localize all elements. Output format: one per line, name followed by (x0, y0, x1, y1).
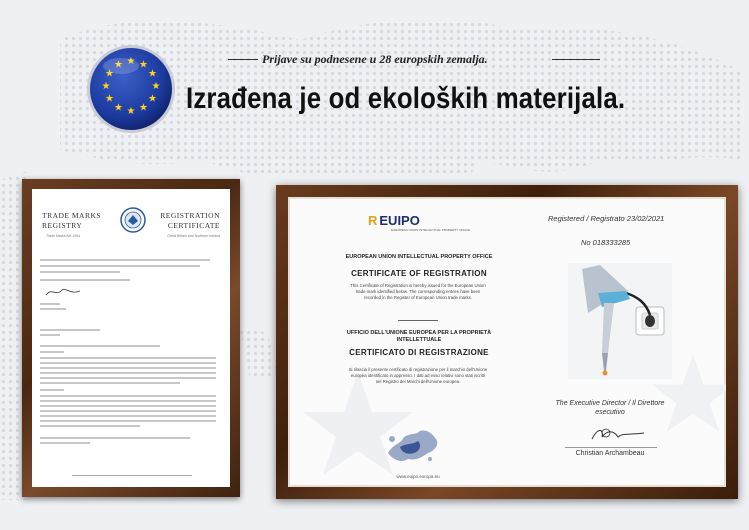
registration-date: Registered / Registrato 23/02/2021 (548, 214, 665, 223)
svg-text:★: ★ (151, 81, 161, 92)
text-line (40, 271, 120, 273)
text-line (40, 308, 66, 310)
certificate-body-it: Si rilascia il presente certificato di registrazione per il marchio dell'Unione europea identificato in appresso. I dati ad esso relativi sono stati iscritti nel Registro dei Marchi dell'Unione europea. (348, 367, 488, 384)
subtitle-line-right (552, 59, 600, 60)
eu-flag-icon (86, 44, 176, 134)
text-line (40, 425, 140, 427)
text-line (40, 259, 210, 261)
text-line (40, 265, 200, 267)
text-line (40, 357, 216, 359)
text-line (40, 377, 216, 379)
certificate-title-en: CERTIFICATE OF REGISTRATION (351, 269, 487, 278)
text-line (40, 382, 180, 384)
text-line (40, 367, 216, 369)
text-line (40, 345, 160, 347)
svg-text:★: ★ (105, 93, 114, 105)
svg-text:★: ★ (126, 56, 136, 67)
svg-text:★: ★ (105, 68, 114, 80)
text-line (40, 420, 216, 422)
registration-certificate-heading: REGISTRATION CERTIFICATE (160, 211, 220, 230)
euipo-logo-sub: EUROPEAN UNION INTELLECTUAL PROPERTY OFFICE (391, 228, 471, 232)
certificate-title-it: CERTIFICATO DI REGISTRAZIONE (349, 348, 489, 357)
text-line (40, 442, 90, 444)
svg-text:★: ★ (126, 106, 136, 117)
registrar-signature-icon (44, 285, 84, 299)
text-line (40, 329, 100, 331)
svg-text:★: ★ (101, 81, 111, 92)
euipo-logo-mark-icon: R (368, 213, 378, 228)
headline: Izrađena je od ekoloških materijala. (186, 82, 626, 115)
eu-map-icon (380, 423, 450, 467)
text-line (40, 334, 60, 336)
text-line (40, 415, 216, 417)
tm-registry-heading: TRADE MARKS REGISTRY (42, 211, 102, 230)
euipo-logo-text: EUIPO (379, 213, 420, 228)
office-name-it: UFFICIO DELL'UNIONE EUROPEA PER LA PROPRIETÀ INTELLETTUALE (346, 330, 492, 343)
text-line (40, 351, 64, 353)
svg-text:★: ★ (139, 59, 148, 71)
certificate-body-en: This Certificate of Registration is hereby issued for the European Union trade mark identified below. The corresponding entries have been recorded in the Register of European Union trade marks. (350, 283, 486, 300)
uk-certificate-frame (22, 179, 240, 497)
signature-line (565, 447, 657, 448)
signer-name: Christian Archambeau (575, 450, 645, 457)
text-line (40, 279, 130, 281)
text-line (40, 405, 216, 407)
euipo-website: www.euipo.europa.eu (396, 474, 440, 479)
euipo-logo (368, 213, 420, 228)
director-signature-icon (588, 423, 648, 445)
footer-line (72, 475, 192, 476)
svg-text:★: ★ (114, 102, 123, 114)
text-line (40, 400, 216, 402)
gb-label: Great Britain and Northern Ireland (167, 234, 220, 238)
subtitle: Prijave su podnesene u 28 europskih zemalja. (262, 52, 488, 66)
text-line (40, 303, 60, 305)
ipo-seal-icon (120, 207, 146, 233)
text-line (40, 389, 64, 391)
text-line (40, 437, 190, 439)
euipo-certificate-paper (288, 197, 726, 487)
subtitle-line-left (228, 59, 258, 60)
svg-text:★: ★ (114, 59, 123, 71)
svg-text:★: ★ (139, 102, 148, 114)
text-line (40, 362, 216, 364)
divider (398, 320, 438, 321)
tm-act-label: Trade Marks Act 1994 (46, 234, 81, 238)
executive-director-label: The Executive Director / Il Direttore esecutivo (555, 400, 665, 416)
euipo-certificate-frame (276, 185, 738, 499)
text-line (40, 395, 216, 397)
laser-welding-gun-image (568, 263, 672, 379)
office-name-en: EUROPEAN UNION INTELLECTUAL PROPERTY OFFICE (345, 254, 493, 260)
text-line (40, 410, 216, 412)
svg-text:★: ★ (148, 93, 157, 105)
registration-number: No 018333285 (581, 238, 631, 247)
svg-text:★: ★ (148, 68, 157, 80)
uk-certificate-paper (32, 189, 230, 487)
text-line (40, 372, 216, 374)
